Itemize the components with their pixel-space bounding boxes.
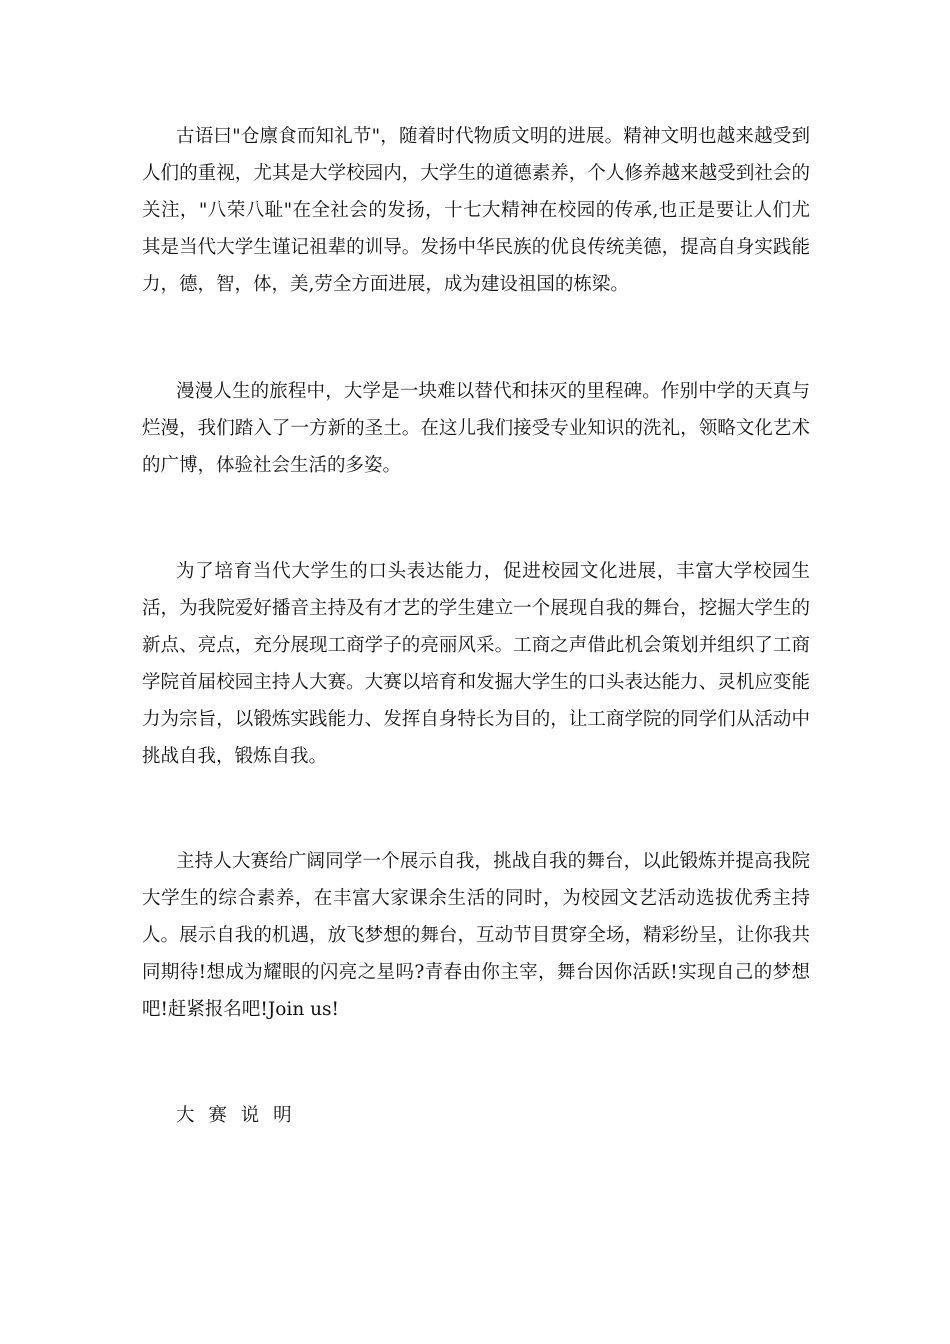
paragraph-university-life: 漫漫人生的旅程中，大学是一块难以替代和抹灭的里程碑。作别中学的天真与烂漫，我们踏入了一方新的圣土。在这儿我们接受专业知识的洗礼，领略文化艺术的广博，体验社会生活的多姿。 <box>142 381 810 476</box>
paragraph-call-to-action: 主持人大赛给广阔同学一个展示自我，挑战自我的舞台，以此锻炼并提高我院大学生的综合素养，在丰富大家课余生活的同时，为校园文艺活动选拔优秀主持人。展示自我的机遇，放飞梦想的舞台，互动节目贯穿全场，精彩纷呈，让你我共同期待!想成为耀眼的闪亮之星吗?青春由你主宰，舞台因你活跃!实现自己的梦想吧!赶紧报名吧!Join us! <box>142 851 810 1020</box>
paragraph-intro: 古语曰"仓廪食而知礼节"，随着时代物质文明的进展。精神文明也越来越受到人们的重视，尤其是大学校园内，大学生的道德素养，个人修养越来越受到社会的关注，"八荣八耻"在全社会的发扬，十七大精神在校园的传承,也正是要让人们尤其是当代大学生谨记祖辈的训导。发扬中华民族的优良传统美德，提高自身实践能力，德，智，体，美,劳全方面进展，成为建设祖国的栋梁。 <box>142 126 810 295</box>
paragraph-contest-purpose: 为了培育当代大学生的口头表达能力，促进校园文化进展，丰富大学校园生活，为我院爱好播音主持及有才艺的学生建立一个展现自我的舞台，挖掘大学生的新点、亮点，充分展现工商学子的亮丽风采。工商之声借此机会策划并组织了工商学院首届校园主持人大赛。大赛以培育和发掘大学生的口头表达能力、灵机应变能力为宗旨，以锻炼实践能力、发挥自身特长为目的，让工商学院的同学们从活动中挑战自我，锻炼自我。 <box>142 561 810 767</box>
section-heading: 大 赛 说 明 <box>176 1105 296 1126</box>
